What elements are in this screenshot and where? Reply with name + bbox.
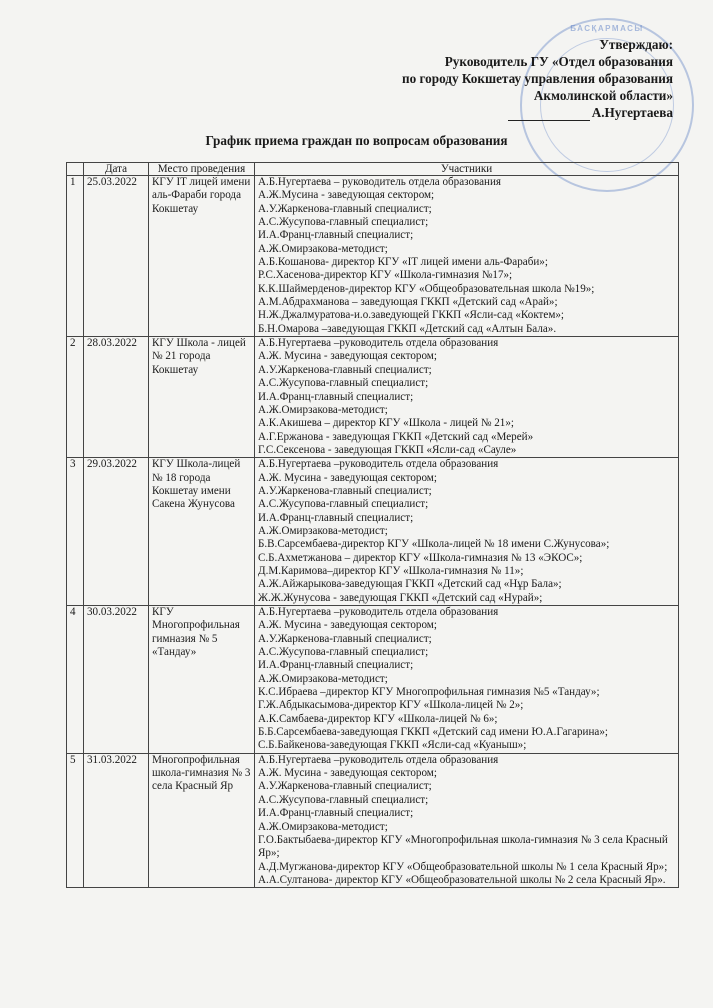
table-body [67,176,679,888]
approval-position-line1: Руководитель ГУ «Отдел образования [444,54,673,69]
participant-line: А.Г.Ержанова - заведующая ГККП «Детский сад «Мерей» [258,430,534,443]
participant-line: К.К.Шаймерденов-директор КГУ «Общеобразовательная школа №19»; [258,282,595,295]
schedule-table [66,162,679,888]
participant-line: Б.Б.Сарсембаева-заведующая ГККП «Детский сад имени Ю.А.Гагарина»; [258,726,608,739]
document-title: График приема граждан по вопросам образования [205,133,508,148]
participant-line: Г.О.Бактыбаева-директор КГУ «Многопрофильная школа-гимназия № 3 села Красный Яр»; [258,833,668,860]
participant-line: К.С.Ибраева –директор КГУ Многопрофильная гимназия №5 «Тандау»; [258,686,600,699]
table-row [67,458,679,606]
participant-line: А.Б.Нугертаева – руководитель отдела образования [258,176,502,188]
row-number: 2 [67,337,84,458]
participant-line: И.А.Франц-главный специалист; [258,659,414,672]
participant-line: Н.Ж.Джалмуратова-и.о.заведующей ГККП «Ясли-сад «Коктем»; [258,309,564,322]
participant-line: Б.В.Сарсембаева-директор КГУ «Школа-лицей № 18 имени С.Жунусова»; [258,538,610,551]
row-number: 3 [67,458,84,606]
approval-block [402,36,673,121]
participant-line: А.Д.Мугжанова-директор КГУ «Общеобразовательной школы № 1 села Красный Яр»; [258,860,668,873]
participant-line: И.А.Франц-главный специалист; [258,511,414,524]
row-number: 4 [67,606,84,754]
participant-line: А.С.Жусупова-главный специалист; [258,793,429,806]
participant-line: А.Б.Нугертаева –руководитель отдела образования [258,458,499,471]
row-place: КГУ IT лицей имени аль-Фараби города Кокшетау [149,176,255,337]
approval-signature-line [402,104,673,121]
participant-line: А.С.Жусупова-главный специалист; [258,646,429,659]
table-row [67,176,679,337]
participant-line: А.Ж. Мусина - заведующая сектором; [258,767,437,780]
participant-line: А.Ж.Омирзакова-методист; [258,524,388,537]
participant-line: И.А.Франц-главный специалист; [258,807,414,820]
row-participants [255,606,679,754]
participant-line: А.У.Жаркенова-главный специалист; [258,632,432,645]
row-number: 1 [67,176,84,337]
approval-position-line2: по городу Кокшетау управления образования [402,71,673,86]
header-number [67,163,84,176]
row-place: Многопрофильная школа-гимназия № 3 села Красный Яр [149,753,255,887]
participant-line: А.Ж.Омирзакова-методист; [258,672,388,685]
participant-line: А.Б.Нугертаева –руководитель отдела образования [258,337,499,350]
stamp-text: БАСҚАРМАСЫ [570,24,644,33]
participant-line: А.Б.Нугертаева –руководитель отдела образования [258,606,499,618]
participant-line: А.Ж.Омирзакова-методист; [258,403,388,416]
participant-line: А.С.Жусупова-главный специалист; [258,377,429,390]
participant-line: А.Б.Кошанова- директор КГУ «IT лицей имени аль-Фараби»; [258,256,548,269]
row-participants [255,458,679,606]
table-row [67,337,679,458]
header-date: Дата [84,163,149,176]
participant-line: Д.М.Каримова–директор КГУ «Школа-гимназия № 11»; [258,564,524,577]
participant-line: А.У.Жаркенова-главный специалист; [258,780,432,793]
participant-line: И.А.Франц-главный специалист; [258,229,414,242]
row-participants [255,176,679,337]
participant-line: А.Ж. Мусина - заведующая сектором; [258,471,437,484]
participant-line: А.Ж.Айжарыкова-заведующая ГККП «Детский сад «Нұр Бала»; [258,578,562,591]
row-place: КГУ Многопрофильная гимназия № 5 «Тандау» [149,606,255,754]
participant-line: Ж.Ж.Жунусова - заведующая ГККП «Детский сад «Нурай»; [258,591,543,604]
participant-line: А.Ж. Мусина - заведующая сектором; [258,619,437,632]
participant-line: А.Ж. Мусина - заведующая сектором; [258,350,437,363]
row-participants [255,753,679,887]
participant-line: А.У.Жаркенова-главный специалист; [258,484,432,497]
participant-line: А.Ж.Омирзакова-методист; [258,820,388,833]
table-header-row [67,163,679,176]
row-date: 25.03.2022 [84,176,149,337]
participant-line: А.С.Жусупова-главный специалист; [258,216,429,229]
participant-line: А.К.Самбаева-директор КГУ «Школа-лицей № 6»; [258,712,498,725]
participant-line: С.Б.Байкенова-заведующая ГККП «Ясли-сад «Куаныш»; [258,739,527,752]
row-number: 5 [67,753,84,887]
approval-heading: Утверждаю: [599,37,673,52]
table-row [67,753,679,887]
participant-line: А.А.Султанова- директор КГУ «Общеобразовательной школы № 2 села Красный Яр». [258,873,666,886]
signatory-name: А.Нугертаева [591,105,673,120]
participant-line: А.С.Жусупова-главный специалист; [258,498,429,511]
row-place: КГУ Школа-лицей № 18 города Кокшетау имени Сакена Жунусова [149,458,255,606]
approval-position-line3: Акмолинской области» [533,88,673,103]
row-date: 30.03.2022 [84,606,149,754]
participant-line: Р.С.Хасенова-директор КГУ «Школа-гимназия №17»; [258,269,513,282]
participant-line: А.Б.Нугертаева –руководитель отдела образования [258,753,499,766]
participant-line: С.Б.Ахметжанова – директор КГУ «Школа-гимназия № 13 «ЭКОС»; [258,551,583,564]
participant-line: А.К.Акишева – директор КГУ «Школа - лицей № 21»; [258,417,514,430]
participant-line: Г.Ж.Абдыкасымова-директор КГУ «Школа-лицей № 2»; [258,699,524,712]
participant-line: Б.Н.Омарова –заведующая ГККП «Детский сад «Алтын Бала». [258,322,557,335]
participant-line: А.М.Абдрахманова – заведующая ГККП «Детский сад «Арай»; [258,296,558,309]
row-date: 29.03.2022 [84,458,149,606]
participant-line: И.А.Франц-главный специалист; [258,390,414,403]
participant-line: А.Ж.Омирзакова-методист; [258,242,388,255]
row-participants [255,337,679,458]
row-date: 31.03.2022 [84,753,149,887]
row-place: КГУ Школа - лицей № 21 города Кокшетау [149,337,255,458]
signature-blank [508,108,590,121]
participant-line: Г.С.Сексенова - заведующая ГККП «Ясли-сад «Сауле» [258,443,517,456]
table-row [67,606,679,754]
participant-line: А.Ж.Мусина - заведующая сектором; [258,189,435,202]
header-place: Место проведения [149,163,255,176]
header-participants: Участники [255,163,679,176]
participant-line: А.У.Жаркенова-главный специалист; [258,202,432,215]
row-date: 28.03.2022 [84,337,149,458]
participant-line: А.У.Жаркенова-главный специалист; [258,363,432,376]
